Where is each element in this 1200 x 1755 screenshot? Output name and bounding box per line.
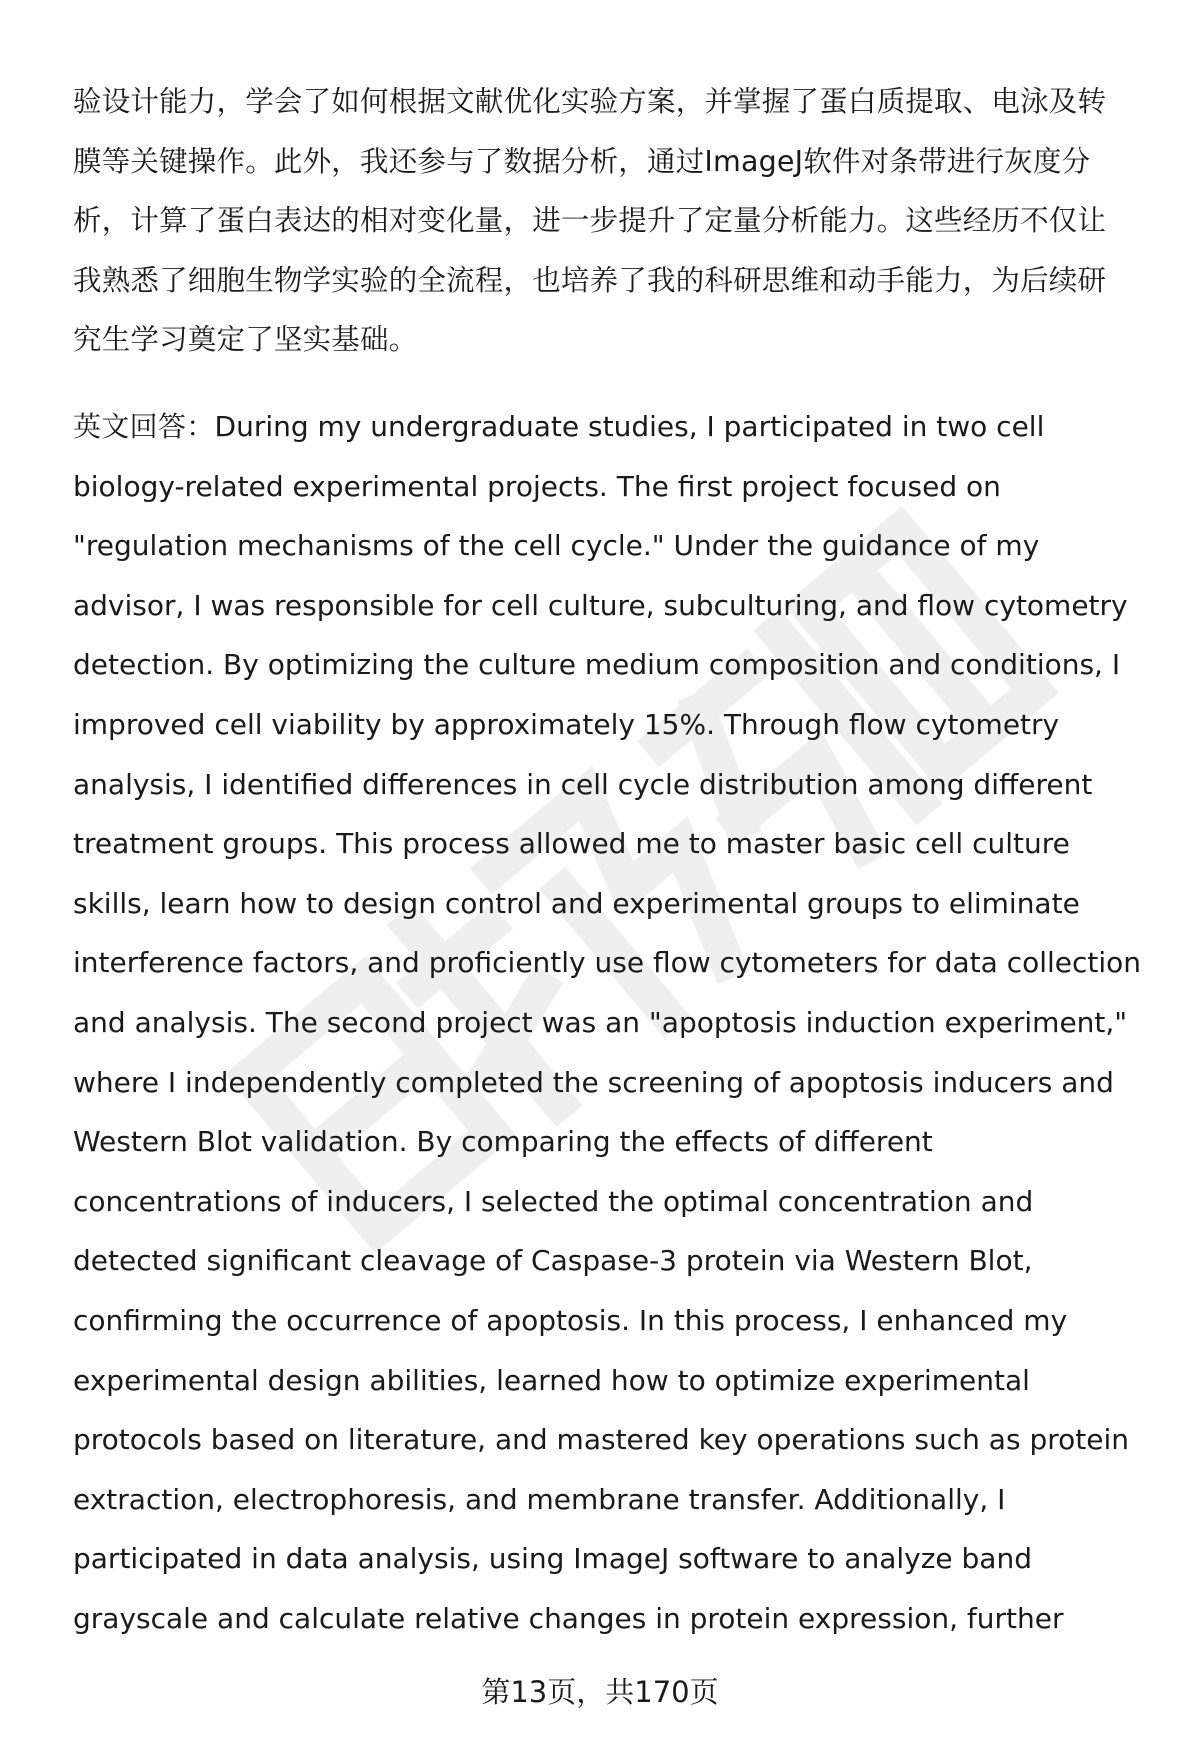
text-line: where I independently completed the screening of apoptosis inducers and <box>73 1065 1114 1099</box>
text-line: 析，计算了蛋白表达的相对变化量，进一步提升了定量分析能力。这些经历不仅让 <box>73 204 1107 238</box>
text-line: 究生学习奠定了坚实基础。 <box>73 323 418 357</box>
chinese-paragraph <box>73 72 1153 370</box>
text-line: grayscale and calculate relative changes in protein expression, further <box>73 1601 1064 1635</box>
english-answer-paragraph <box>73 397 1163 1648</box>
text-line: concentrations of inducers, I selected the optimal concentration and <box>73 1184 1034 1218</box>
text-line: detection. By optimizing the culture medium composition and conditions, I <box>73 648 1121 682</box>
text-line: biology-related experimental projects. The first project focused on <box>73 469 1001 503</box>
text-line: protocols based on literature, and mastered key operations such as protein <box>73 1423 1129 1457</box>
page-indicator: 第13页，共170页 <box>481 1675 719 1709</box>
text-line: extraction, electrophoresis, and membrane transfer. Additionally, I <box>73 1482 1006 1516</box>
english-answer-first-line: During my undergraduate studies, I participated in two cell <box>214 410 1045 443</box>
text-line: experimental design abilities, learned how to optimize experimental <box>73 1363 1030 1397</box>
text-line: analysis, I identified differences in cell cycle distribution among different <box>73 767 1093 801</box>
text-line: "regulation mechanisms of the cell cycle." Under the guidance of my <box>73 529 1040 563</box>
text-line: advisor, I was responsible for cell culture, subculturing, and flow cytometry <box>73 588 1128 622</box>
text-line-first <box>73 397 1163 457</box>
text-line: improved cell viability by approximately 15%. Through flow cytometry <box>73 707 1060 741</box>
text-line: 膜等关键操作。此外，我还参与了数据分析，通过ImageJ软件对条带进行灰度分 <box>73 144 1091 178</box>
english-answer-label: 英文回答： <box>73 410 215 443</box>
text-line: 我熟悉了细胞生物学实验的全流程，也培养了我的科研思维和动手能力，为后续研 <box>73 263 1107 297</box>
text-line: treatment groups. This process allowed me to master basic cell culture <box>73 827 1070 861</box>
text-line: interference factors, and proficiently use flow cytometers for data collection <box>73 946 1142 980</box>
text-line: and analysis. The second project was an "apoptosis induction experiment," <box>73 1005 1128 1039</box>
text-line: detected significant cleavage of Caspase-3 protein via Western Blot, <box>73 1244 1033 1278</box>
text-line: 验设计能力，学会了如何根据文献优化实验方案，并掌握了蛋白质提取、电泳及转 <box>73 85 1107 118</box>
text-line: participated in data analysis, using ImageJ software to analyze band <box>73 1542 1032 1576</box>
text-line: confirming the occurrence of apoptosis. In this process, I enhanced my <box>73 1303 1068 1337</box>
text-line: skills, learn how to design control and experimental groups to eliminate <box>73 886 1080 920</box>
text-line: Western Blot validation. By comparing the effects of different <box>73 1125 933 1159</box>
